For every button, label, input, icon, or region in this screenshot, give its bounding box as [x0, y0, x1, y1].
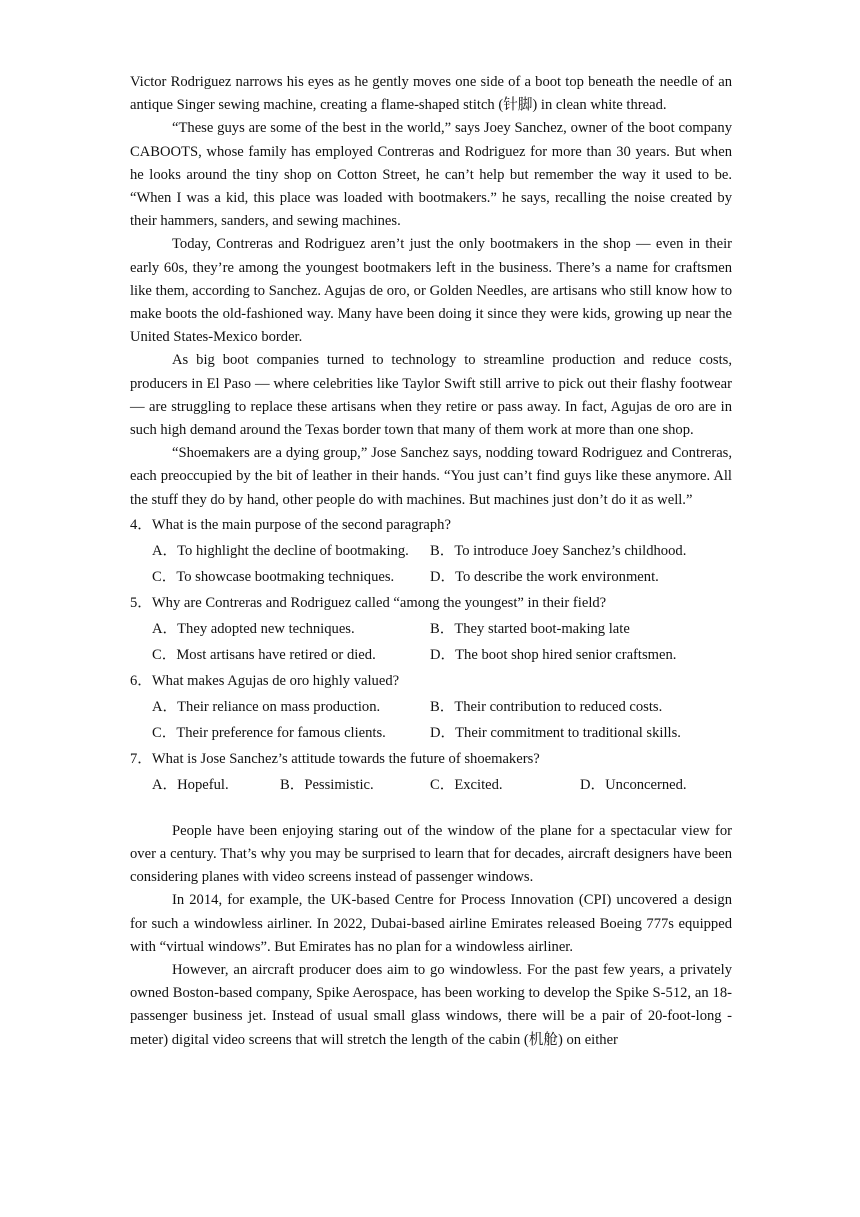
answer-options [130, 616, 732, 668]
question-6 [130, 668, 732, 746]
passage1-paragraph-4: As big boot companies turned to technology to streamline production and reduce costs, producers in El Paso — where celebrities like Taylor Swift still arrive to pick out their flashy footwear — are struggling to replace these artisans when they retire or pass away. In fact, Agujas de oro are in such high demand around the Texas border town that many of them work at more than one shop. [130, 352, 732, 439]
passage2-paragraph-3: However, an aircraft producer does aim to go windowless. For the past few years, a privately owned Boston-based company, Spike Aerospace, has been working to develop the Spike S-512, an 18-passenger business jet. Instead of usual small glass windows, there will be a pair of 20-foot-long -meter) digital video screens that will stretch the length of the cabin (机舱) on either [130, 962, 732, 1048]
question-4 [130, 512, 732, 590]
document-content [130, 71, 732, 1052]
answer-options [130, 772, 732, 798]
passage1-paragraph-1: Victor Rodriguez narrows his eyes as he gently moves one side of a boot top beneath the needle of an antique Singer sewing machine, creating a flame-shaped stitch (针脚) in clean white thread. [130, 74, 732, 114]
option-a[interactable]: A．Hopeful. [152, 776, 229, 793]
answer-options [130, 694, 732, 746]
question-7 [130, 746, 732, 798]
option-a[interactable]: A．Their reliance on mass production. [152, 698, 381, 715]
passage-2 [130, 820, 732, 1052]
passage2-paragraph-1: People have been enjoying staring out of the window of the plane for a spectacular view for over a century. That’s why you may be surprised to learn that for decades, aircraft designers have been considering planes with video screens instead of passenger windows. [130, 822, 732, 886]
option-c[interactable]: C．Excited. [430, 776, 503, 793]
question-stem: 5．Why are Contreras and Rodriguez called “among the youngest” in their field? [130, 594, 607, 611]
passage2-paragraph-2: In 2014, for example, the UK-based Centre for Process Innovation (CPI) uncovered a design for such a windowless airliner. In 2022, Dubai-based airline Emirates released Boeing 777s equipped with “virtual windows”. But Emirates has no plan for a windowless airliner. [130, 892, 732, 955]
question-5 [130, 590, 732, 668]
option-d[interactable]: D．The boot shop hired senior craftsmen. [430, 646, 677, 663]
question-stem: 6．What makes Agujas de oro highly valued? [130, 672, 400, 689]
option-d[interactable]: D．To describe the work environment. [430, 568, 659, 585]
option-b[interactable]: B．Their contribution to reduced costs. [430, 698, 663, 715]
option-a[interactable]: A．To highlight the decline of bootmaking. [152, 542, 409, 559]
passage-1 [130, 71, 732, 512]
question-stem: 7．What is Jose Sanchez’s attitude towards the future of shoemakers? [130, 750, 540, 767]
option-a[interactable]: A．They adopted new techniques. [152, 620, 355, 637]
option-c[interactable]: C．Most artisans have retired or died. [152, 646, 376, 663]
passage1-paragraph-5: “Shoemakers are a dying group,” Jose Sanchez says, nodding toward Rodriguez and Contreras, each preoccupied by the bit of leather in their hands. “You just can’t find guys like these anymore. All the stuff they do by hand, other people do with machines. But machines just don’t do it as well.” [130, 445, 732, 508]
question-stem: 4．What is the main purpose of the second paragraph? [130, 516, 451, 533]
option-b[interactable]: B．Pessimistic. [280, 776, 374, 793]
section-spacer [130, 798, 732, 820]
option-d[interactable]: D．Unconcerned. [580, 776, 687, 793]
answer-options [130, 538, 732, 590]
option-c[interactable]: C．Their preference for famous clients. [152, 724, 386, 741]
option-b[interactable]: B．To introduce Joey Sanchez’s childhood. [430, 542, 687, 559]
option-c[interactable]: C．To showcase bootmaking techniques. [152, 568, 395, 585]
passage1-paragraph-3: Today, Contreras and Rodriguez aren’t just the only bootmakers in the shop — even in their early 60s, they’re among the youngest bootmakers left in the business. There’s a name for craftsmen like them, according to Sanchez. Agujas de oro, or Golden Needles, are artisans who still know how to make boots the old-fashioned way. Many have been doing it since they were kids, growing up near the United States-Mexico border. [130, 236, 732, 346]
option-b[interactable]: B．They started boot-making late [430, 620, 630, 637]
question-block [130, 512, 732, 798]
option-d[interactable]: D．Their commitment to traditional skills. [430, 724, 681, 741]
passage1-paragraph-2: “These guys are some of the best in the world,” says Joey Sanchez, owner of the boot company CABOOTS, whose family has employed Contreras and Rodriguez for more than 30 years. But when he looks around the tiny shop on Cotton Street, he can’t help but remember the way it used to be. “When I was a kid, this place was loaded with bootmakers.” he says, recalling the noise created by their hammers, sanders, and sewing machines. [130, 120, 732, 230]
